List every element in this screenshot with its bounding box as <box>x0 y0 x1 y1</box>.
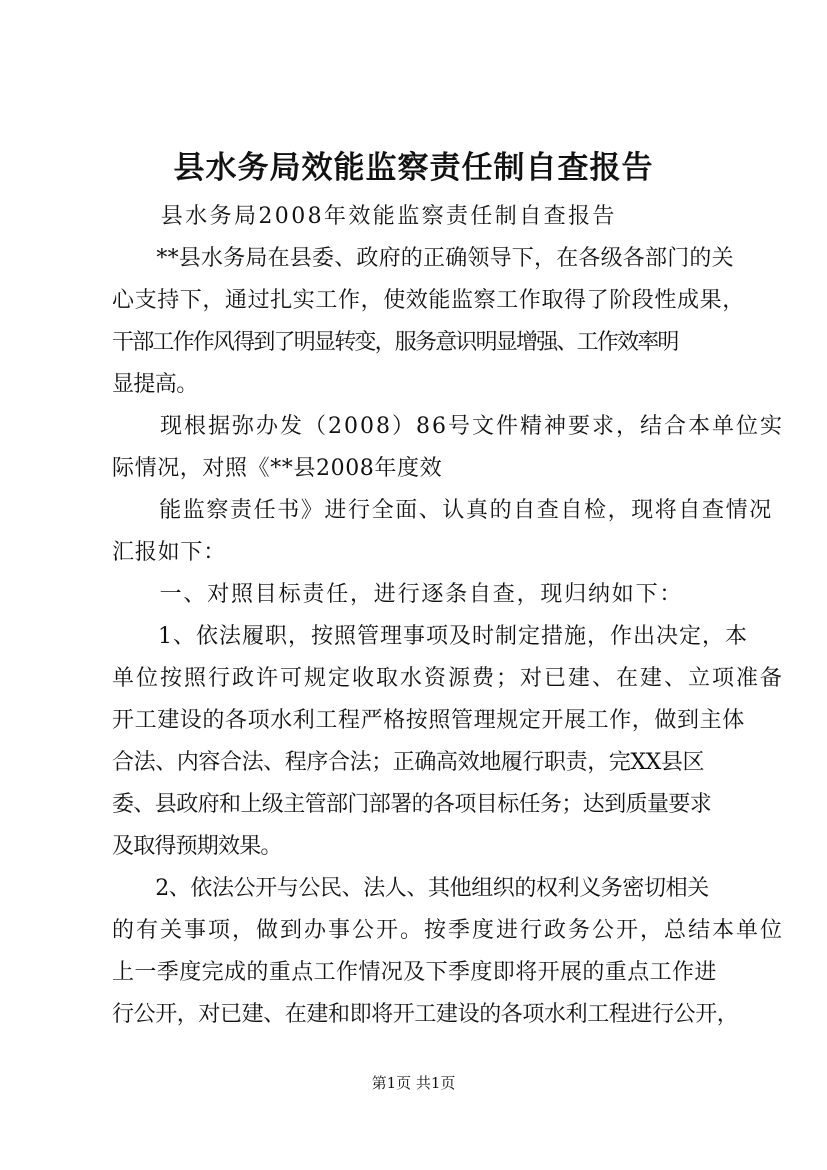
body-line: 现根据弥办发（2008）86号文件精神要求，结合本单位实 <box>112 414 784 439</box>
body-line: 单位按照行政许可规定收取水资源费；对已建、在建、立项准备 <box>112 666 785 691</box>
body-line: 际情况，对照《**县2008年度效 <box>112 456 443 481</box>
body-line: 上一季度完成的重点工作情况及下季度即将开展的重点工作进 <box>112 960 717 985</box>
page-footer: 第1页 共1页 <box>371 1074 456 1092</box>
body-line: 2、依法公开与公民、法人、其他组织的权利义务密切相关 <box>112 876 709 901</box>
body-line: **县水务局在县委、政府的正确领导下，在各级各部门的关 <box>112 246 734 271</box>
body-line: 的有关事项，做到办事公开。按季度进行政务公开，总结本单位 <box>112 918 785 943</box>
body-line: 能监察责任书》进行全面、认真的自查自检，现将自查情况 <box>112 498 773 523</box>
page-title: 县水务局效能监察责任制自查报告 <box>173 150 654 186</box>
body-line: 委、县政府和上级主管部门部署的各项目标任务；达到质量要求 <box>112 792 712 817</box>
body-line: 汇报如下： <box>112 540 227 565</box>
body-line: 显提高。 <box>112 372 198 397</box>
body-line: 1、依法履职，按照管理事项及时制定措施，作出决定，本 <box>112 624 748 649</box>
body-line: 开工建设的各项水利工程严格按照管理规定开展工作，做到主体 <box>112 708 745 733</box>
body-line: 心支持下，通过扎实工作，使效能监察工作取得了阶段性成果， <box>112 288 745 313</box>
body-line: 合法、内容合法、程序合法；正确高效地履行职责，完XX县区 <box>112 750 705 775</box>
body-line: 县水务局2008年效能监察责任制自查报告 <box>112 204 617 229</box>
body-line: 行公开，对已建、在建和即将开工建设的各项水利工程进行公开， <box>112 1002 739 1027</box>
body-line: 干部工作作风得到了明显转变，服务意识明显增强、工作效率明 <box>112 330 678 355</box>
body-line: 及取得预期效果。 <box>112 834 282 859</box>
body-line: 一、对照目标责任，进行逐条自查，现归纳如下： <box>112 582 684 607</box>
document-body <box>112 196 785 1036</box>
